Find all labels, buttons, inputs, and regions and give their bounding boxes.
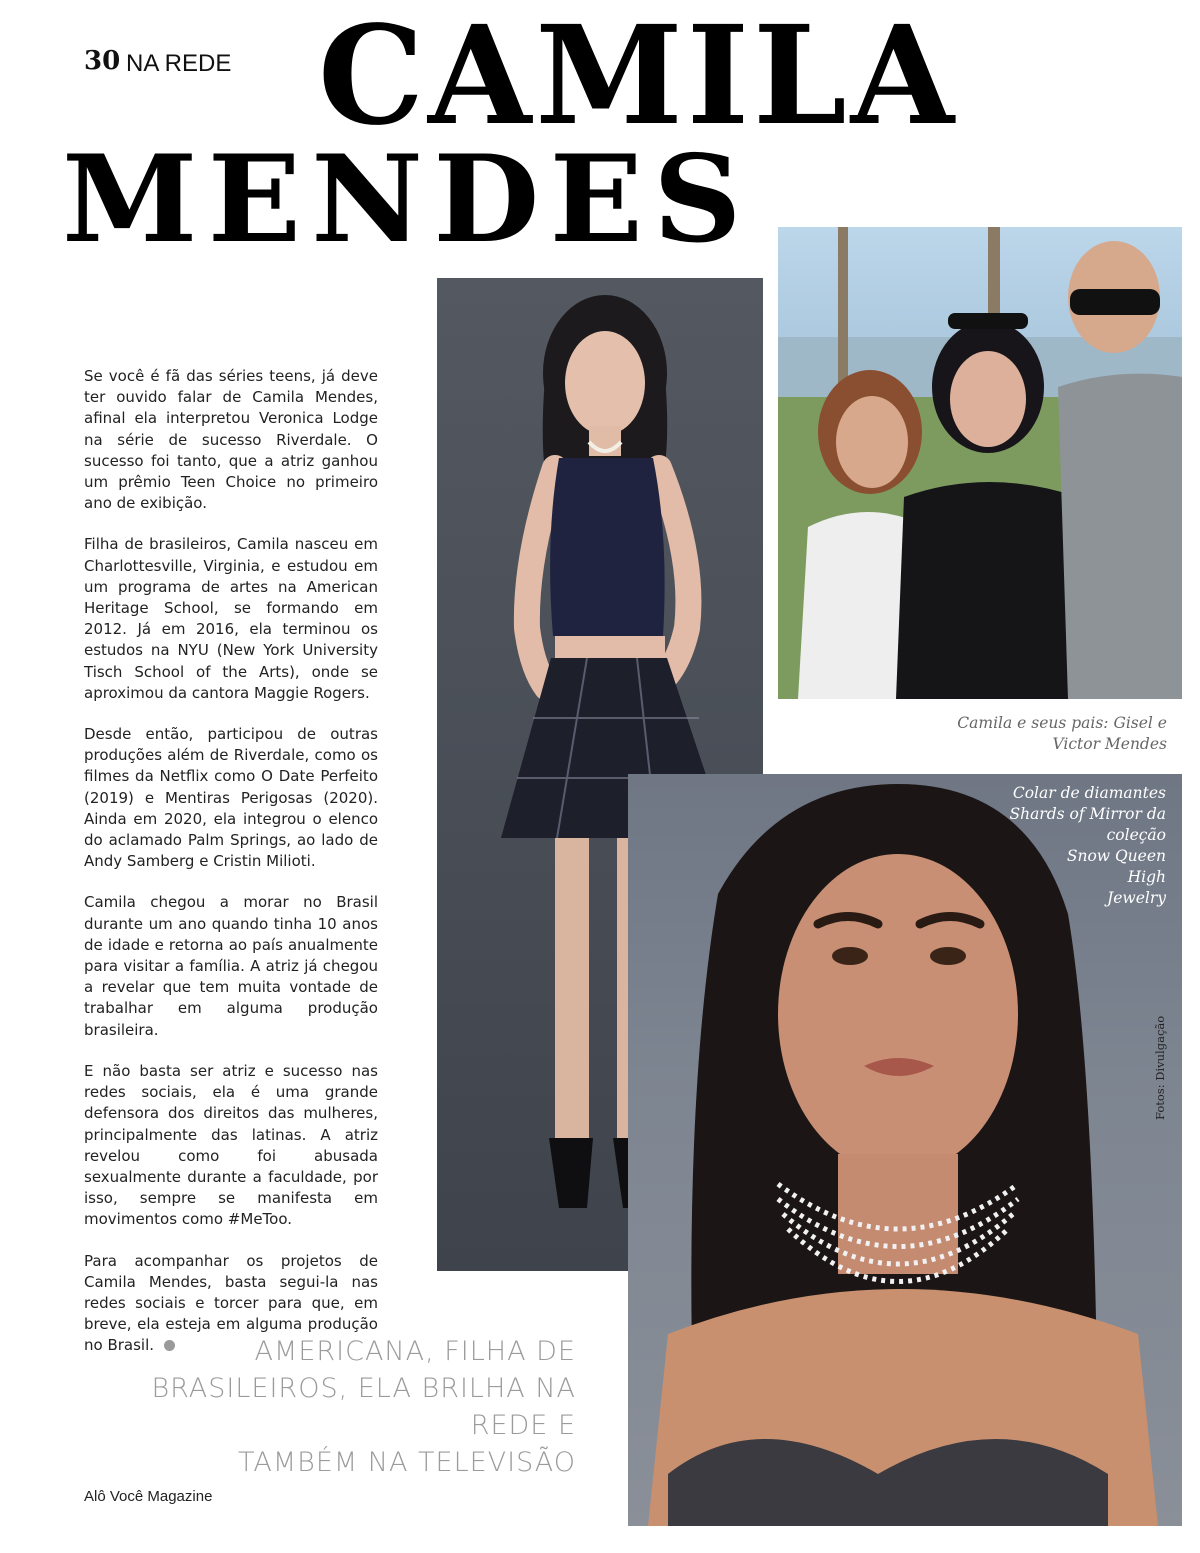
necklace-caption (1000, 783, 1166, 909)
pull-quote (70, 1333, 576, 1481)
necklace-caption-line: Shards of Mirror da (1009, 805, 1166, 823)
article-final-text: Para acompanhar os projetos de Camila Mendes, basta segui-la nas redes sociais e torcer para que, em breve, ela esteja em alguma produção no Brasil. (84, 1251, 378, 1355)
necklace-caption-line: Jewelry (1107, 889, 1166, 907)
photo-family (778, 227, 1182, 699)
pull-quote-line: TAMBÉM NA TELEVISÃO (237, 1447, 576, 1478)
family-photo-illustration (778, 227, 1182, 699)
article-paragraph: Desde então, participou de outras produções além de Riverdale, como os filmes da Netflix como O Date Perfeito (2019) e Mentiras Perigosas (2020). Ainda em 2020, ela integrou o elenco do aclamado Palm Springs, ao lado de Andy Samberg e Cristin Milioti. (84, 725, 378, 871)
pull-quote-line: AMERICANA, FILHA DE (254, 1336, 576, 1367)
article-paragraph: Se você é fã das séries teens, já deve ter ouvido falar de Camila Mendes, afinal ela interpretou Veronica Lodge na série de sucesso Riverdale. O sucesso foi tanto, que a atriz ganhou um prêmio Teen Choice no primeiro ano de exibição. (84, 367, 378, 513)
article-paragraph: E não basta ser atriz e sucesso nas redes sociais, ela é uma grande defensora dos direitos das mulheres, principalmente das latinas. A atriz revelou como foi abusada sexualmente durante a faculdade, por isso, sempre se manifesta em movimentos como #MeToo. (84, 1061, 378, 1229)
family-photo-caption: Camila e seus pais: Gisel e Victor Mendes (957, 714, 1167, 753)
headline-first-name: CAMILA (318, 0, 959, 156)
article-paragraph: Filha de brasileiros, Camila nasceu em Charlottesville, Virginia, e estudou em um programa de artes na American Heritage School, se formando em 2012. Já em 2016, ela terminou os estudos na NYU (New York University Tisch School of the Arts), onde se aproximou da cantora Maggie Rogers. (84, 535, 378, 702)
necklace-caption-line: Colar de diamantes (1012, 784, 1166, 802)
magazine-footer: Alô Você Magazine (84, 1488, 213, 1505)
page-number: 30 (84, 46, 121, 76)
article-paragraph: Camila chegou a morar no Brasil durante um ano quando tinha 10 anos de idade e retorna ao país anualmente para visitar a família. A atriz já chegou a revelar que tem muita vontade de trabalhar em alguma produção brasileira. (84, 893, 378, 1039)
necklace-caption-line: coleção (1106, 826, 1166, 844)
necklace-caption-line: Snow Queen (1066, 847, 1166, 865)
headline-last-name: MENDES (62, 129, 752, 270)
article-body (84, 366, 378, 1377)
necklace-caption-line: High (1127, 868, 1166, 886)
pull-quote-line: BRASILEIROS, ELA BRILHA NA REDE E (151, 1373, 576, 1441)
photo-credit: Fotos: Divulgação (1153, 1015, 1167, 1120)
section-label: NA REDE (126, 50, 232, 77)
